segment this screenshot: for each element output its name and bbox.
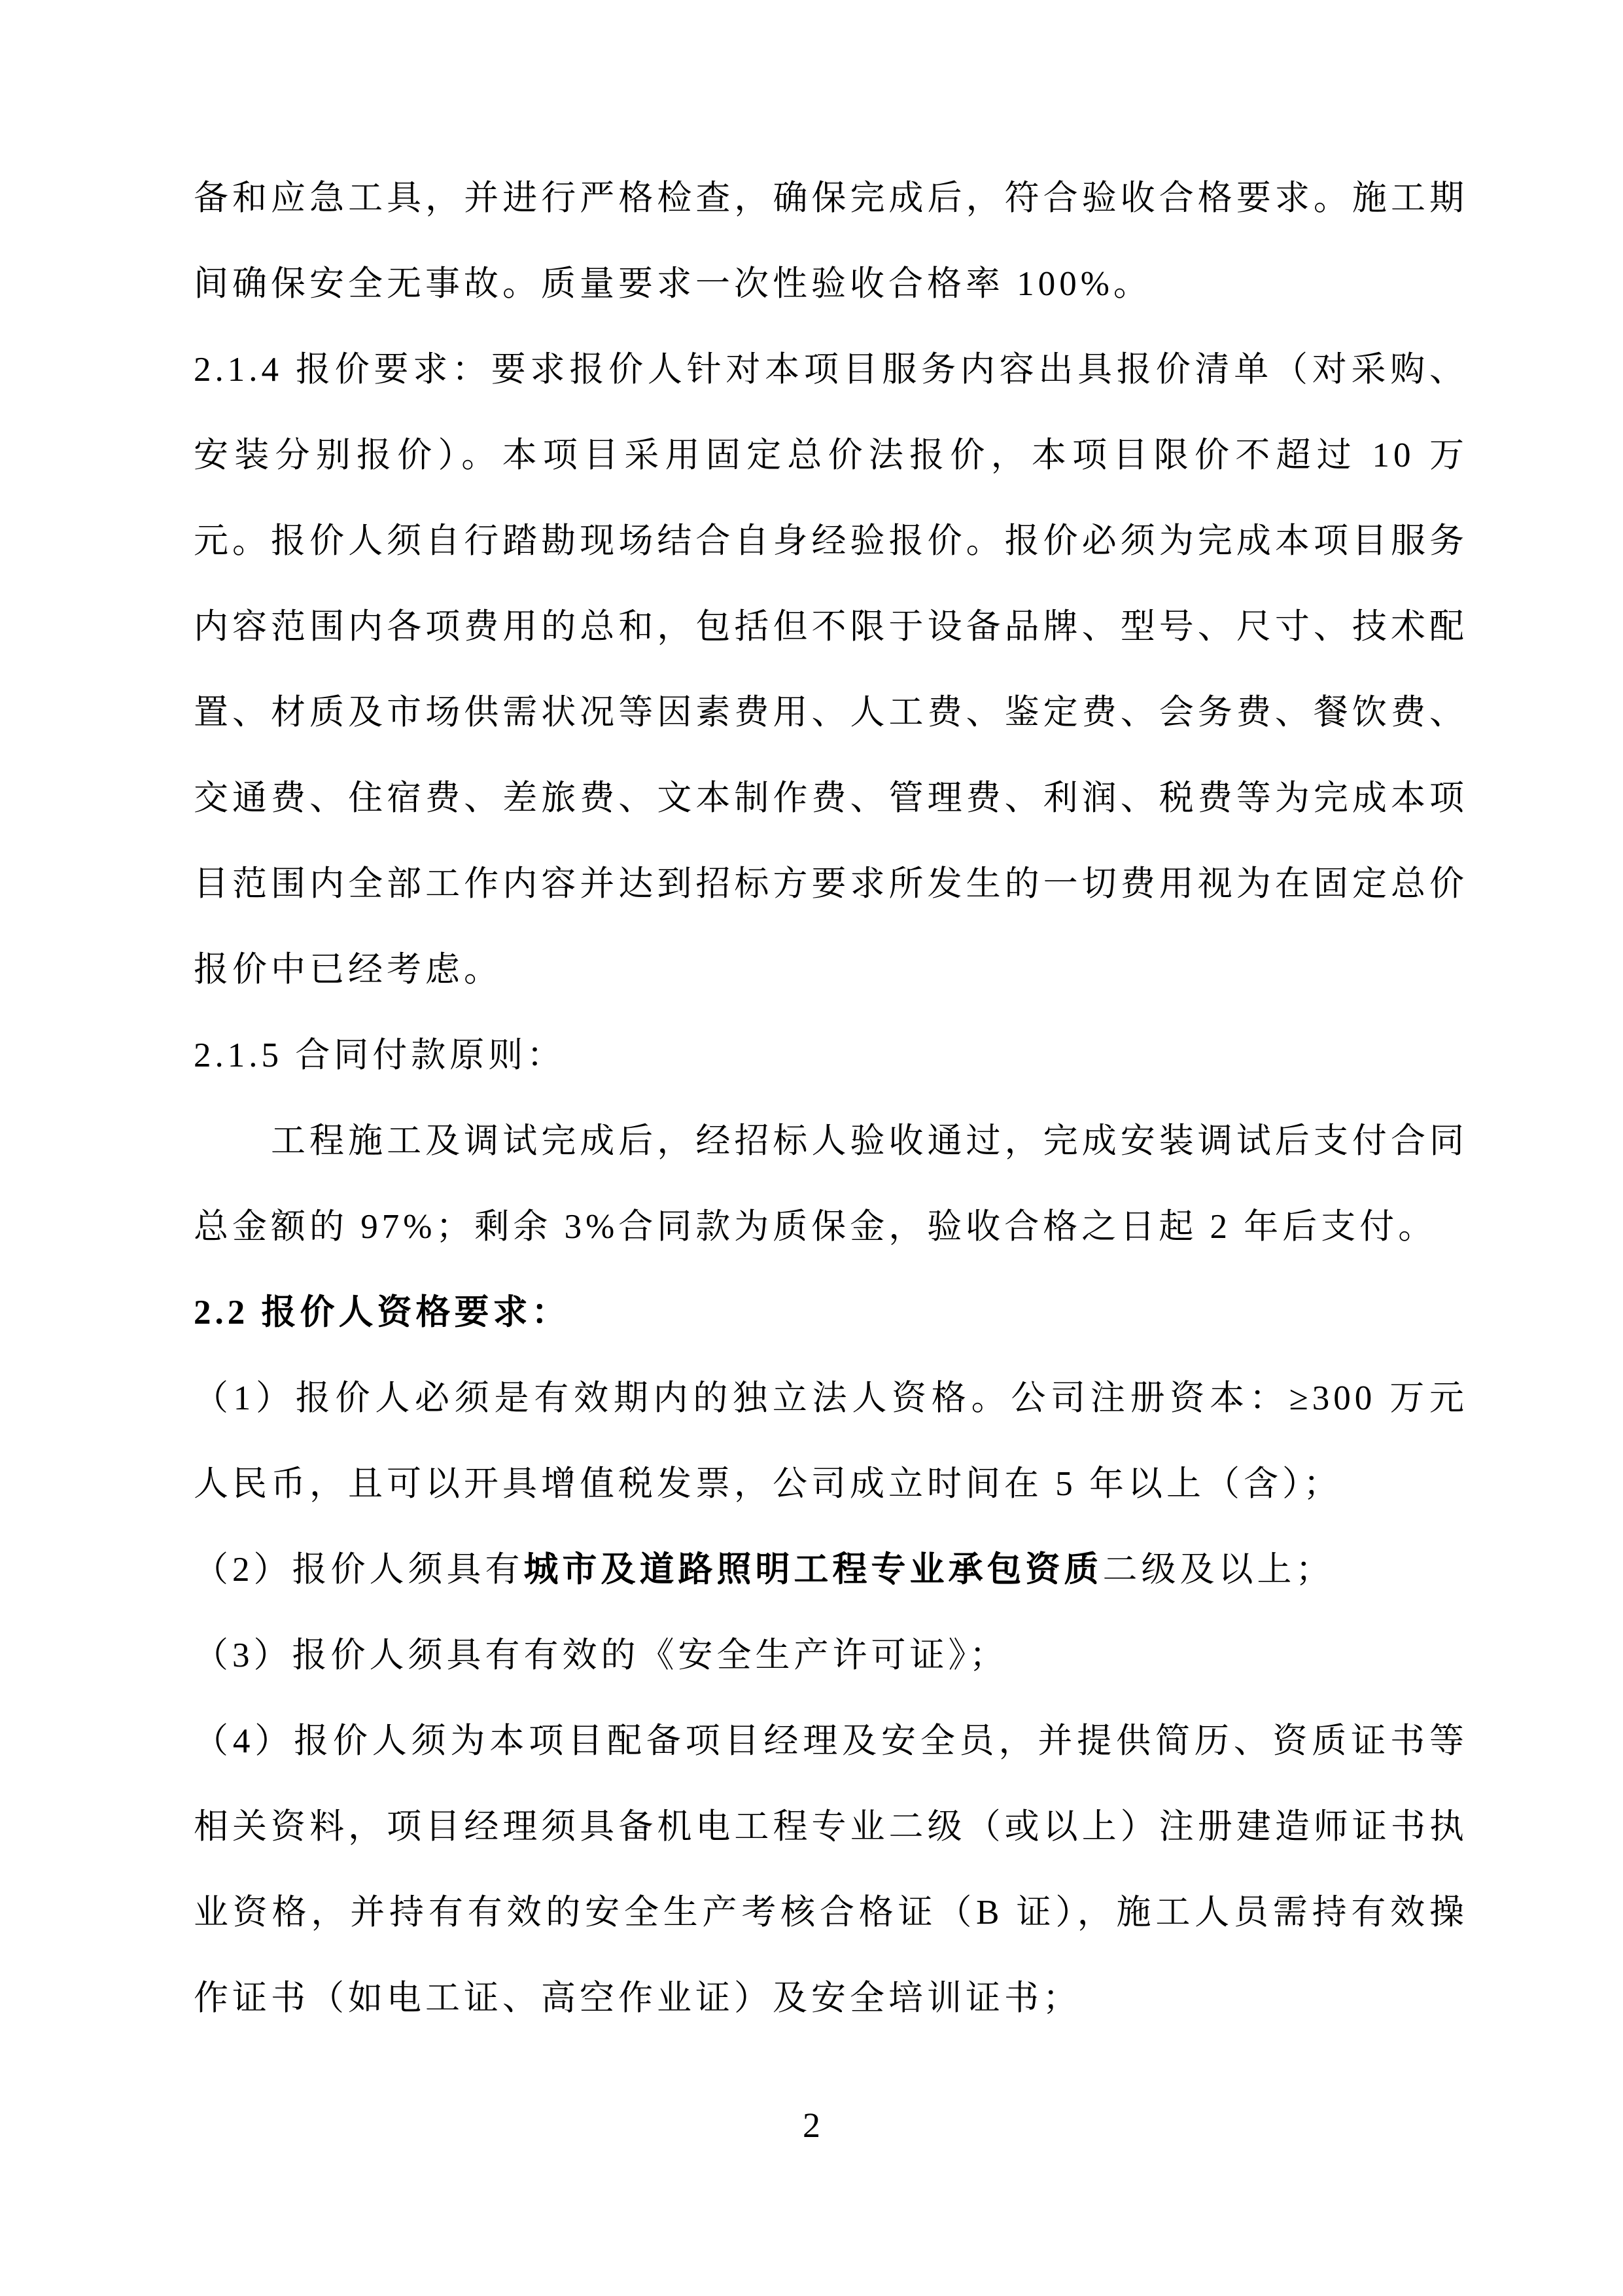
paragraph [194, 156, 1468, 327]
emphasized-text: 城市及道路照明工程专业承包资质 [523, 1551, 1103, 1589]
paragraph [194, 1527, 1468, 1613]
text-segment: 2.1.4 报价要求：要求报价人针对本项目服务内容出具报价清单（对采购、安装分别报价）。本项目采用固定总价法报价，本项目限价不超过 10 万元。报价人须自行踏勘现场结合自身经验报价。报价必须为完成本项目服务内容范围内各项费用的总和，包括但不限于设备品牌、型号、尺寸、技术配置、材质及市场供需状况等因素费用、人工费、鉴定费、会务费、餐饮费、交通费、住宿费、差旅费、文本制作费、管理费、利润、税费等为完成本项目范围内全部工作内容并达到招标方要求所发生的一切费用视为在固定总价报价中已经考虑。 [194, 351, 1468, 989]
paragraph [194, 1356, 1468, 1527]
text-segment: （3）报价人须具有有效的《安全生产许可证》； [194, 1636, 1008, 1674]
text-segment: 二级及以上； [1102, 1551, 1335, 1589]
text-segment: （2）报价人须具有 [194, 1551, 524, 1589]
text-segment: 工程施工及调试完成后，经招标人验收通过，完成安装调试后支付合同总金额的 97%；剩余 3%合同款为质保金，验收合格之日起 2 年后支付。 [194, 1122, 1468, 1246]
emphasized-text: 2.2 报价人资格要求： [194, 1294, 570, 1332]
text-segment: 备和应急工具，并进行严格检查，确保完成后，符合验收合格要求。施工期间确保安全无事故。质量要求一次性验收合格率 100%。 [194, 179, 1468, 303]
paragraph [194, 1270, 1468, 1356]
document-body [194, 156, 1468, 2041]
paragraph [194, 1013, 1468, 1099]
text-segment: （1）报价人必须是有效期内的独立法人资格。公司注册资本：≥300 万元人民币，且可以开具增值税发票，公司成立时间在 5 年以上（含）； [194, 1379, 1468, 1503]
paragraph [194, 1099, 1468, 1270]
paragraph [194, 327, 1468, 1013]
page-number: 2 [803, 2106, 820, 2145]
paragraph [194, 1699, 1468, 2041]
paragraph [194, 1613, 1468, 1699]
text-segment: 2.1.5 合同付款原则： [194, 1036, 566, 1074]
text-segment: （4）报价人须为本项目配备项目经理及安全员，并提供简历、资质证书等相关资料，项目经理须具备机电工程专业二级（或以上）注册建造师证书执业资格，并持有有效的安全生产考核合格证（B 证），施工人员需持有效操作证书（如电工证、高空作业证）及安全培训证书； [194, 1722, 1468, 2017]
